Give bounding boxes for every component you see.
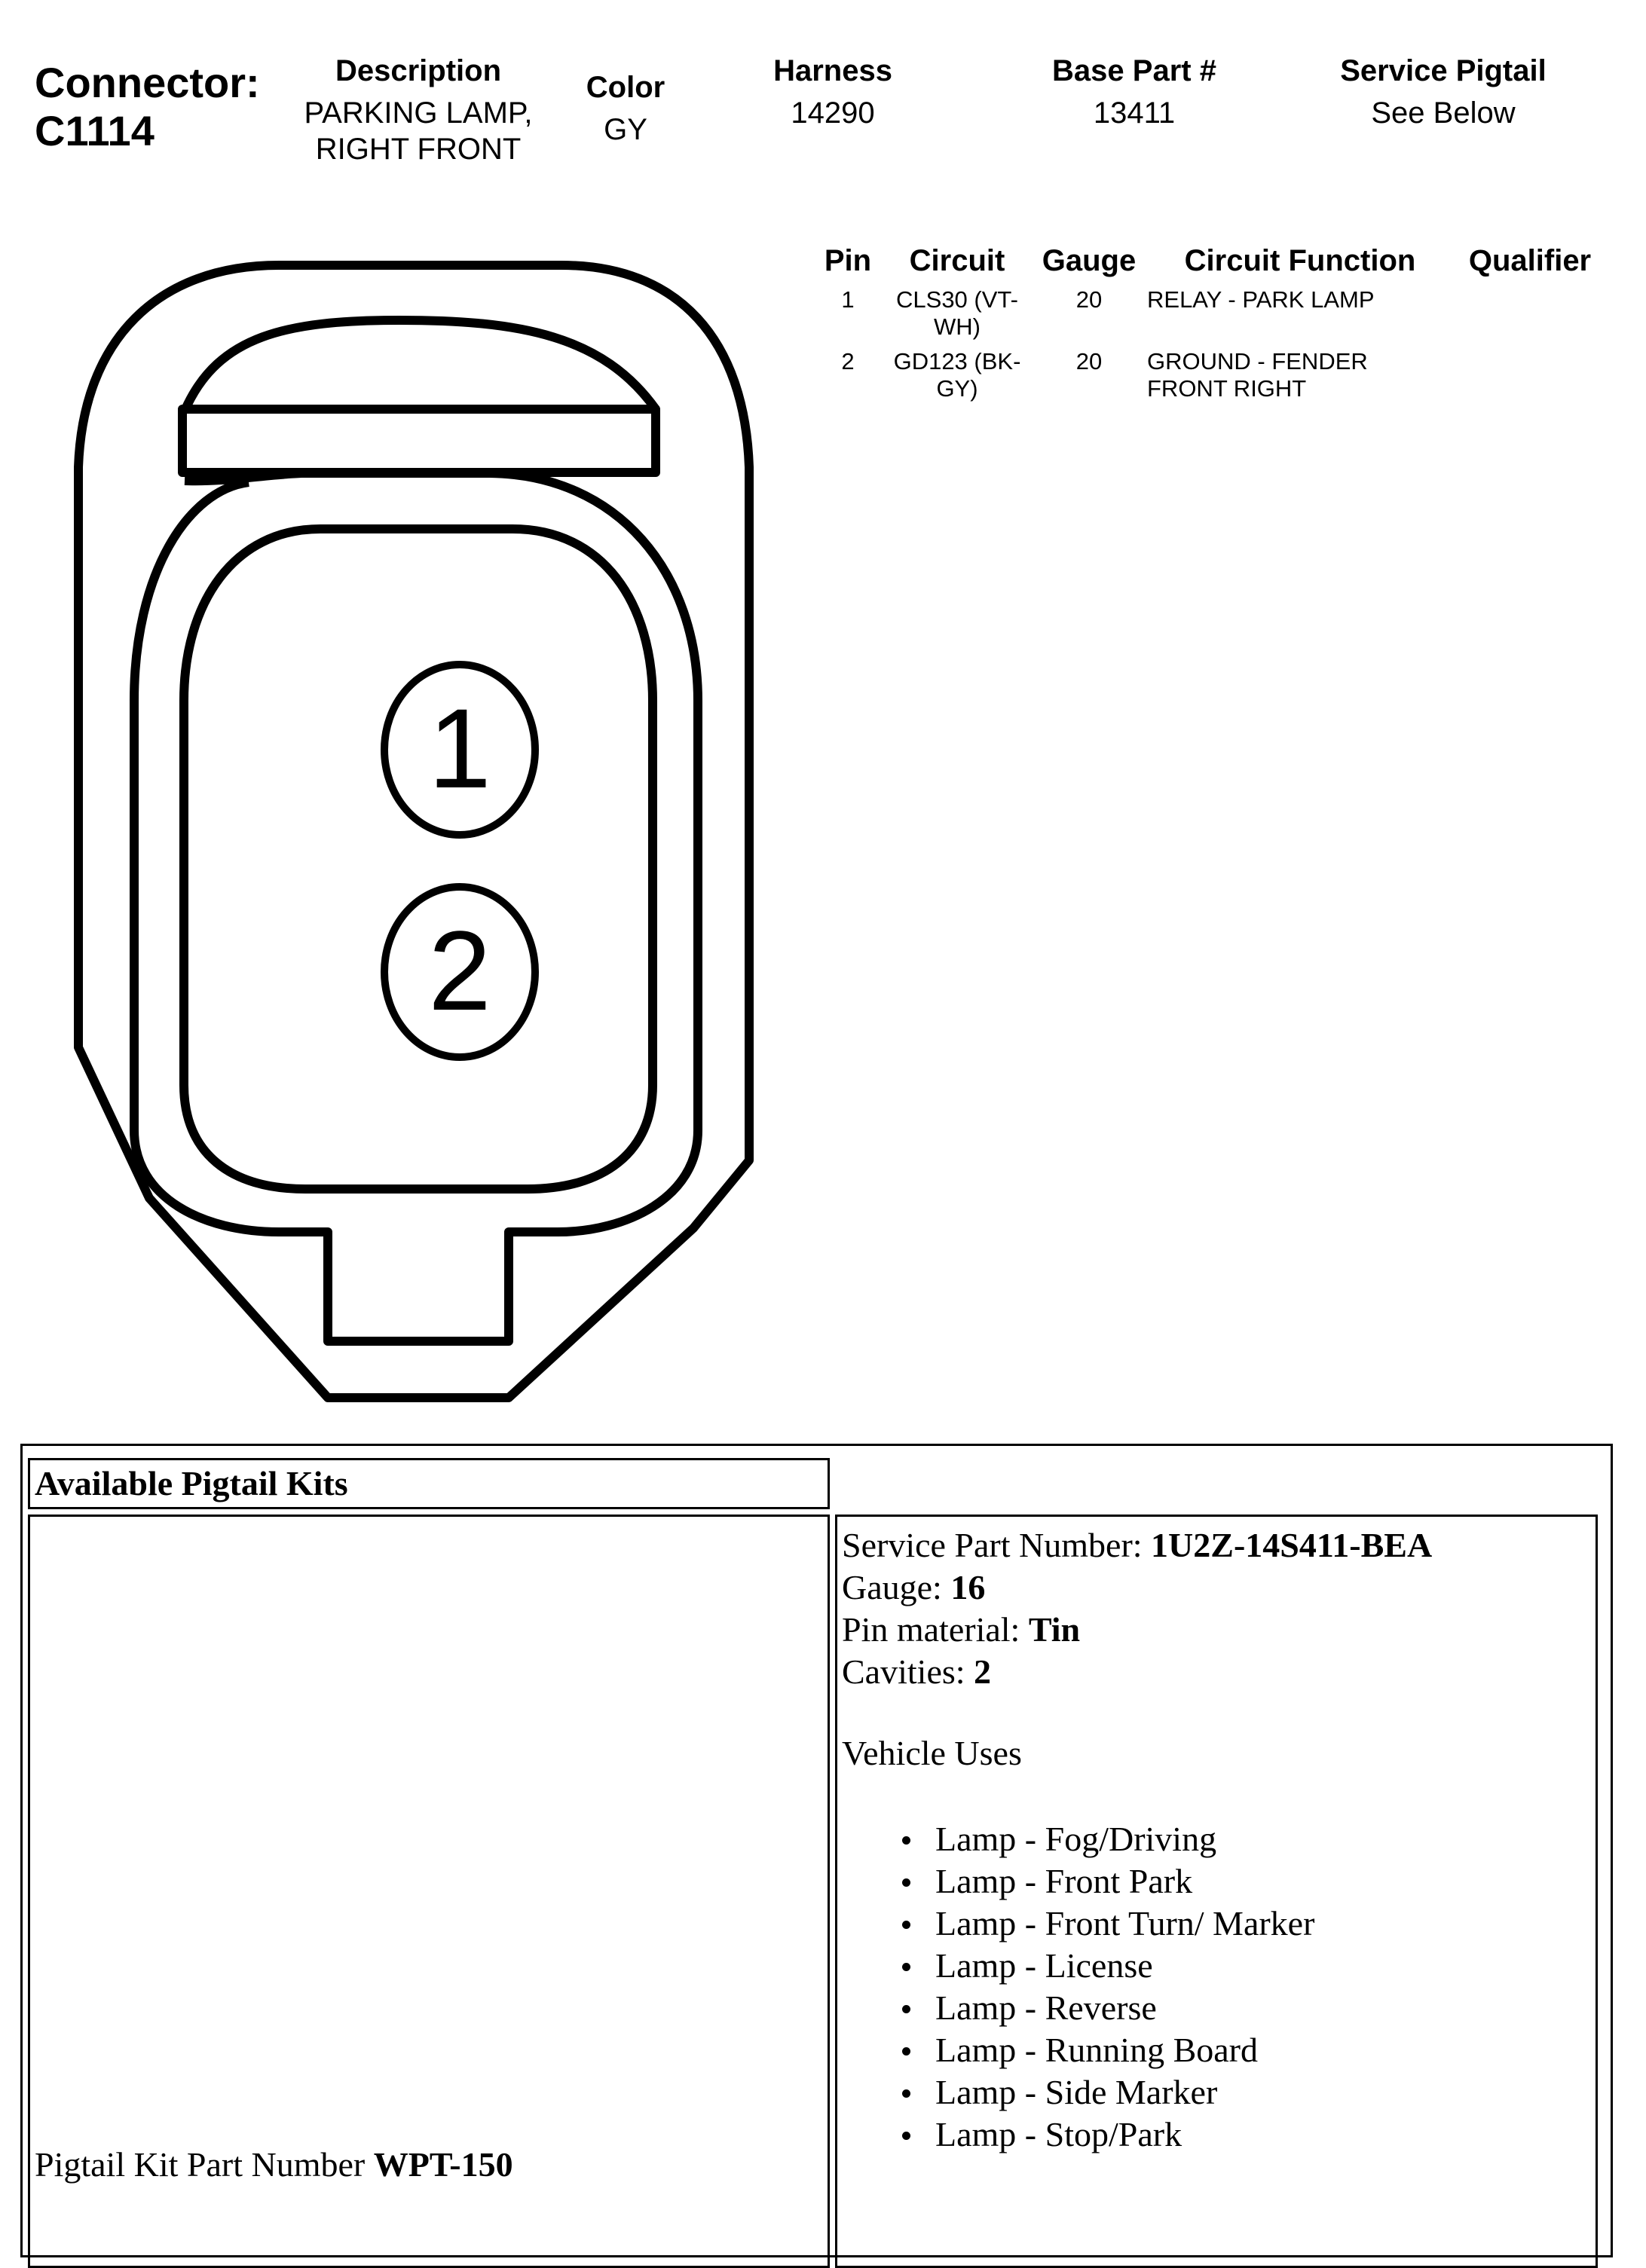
pigtail-kit-part-number: [35, 2144, 513, 2186]
function-line1: GROUND - FENDER: [1147, 348, 1368, 374]
pigtail-kit-label: Pigtail Kit Part Number: [35, 2145, 374, 2184]
vehicle-uses-list: [842, 1818, 1596, 2156]
list-item: Lamp - License: [842, 1945, 1596, 1987]
pigtail-gauge: [842, 1567, 1596, 1609]
pigtail-kit-cell: [28, 1515, 830, 2268]
service-pigtail-label: Service Pigtail: [1340, 54, 1547, 87]
list-item: Lamp - Side Marker: [842, 2071, 1596, 2114]
circuit-value: [874, 348, 1040, 402]
circuit-function-col-header: Circuit Function: [1184, 244, 1416, 277]
description-label: Description: [335, 54, 502, 87]
list-item: Lamp - Running Board: [842, 2029, 1596, 2071]
service-pigtail-column: [1304, 53, 1583, 131]
base-part-label: Base Part #: [1052, 54, 1216, 87]
gauge-col-header: Gauge: [1042, 244, 1137, 277]
description-line2: RIGHT FRONT: [315, 133, 522, 166]
connector-face-diagram: [0, 0, 814, 1432]
pigtail-title-cell: [28, 1458, 830, 1509]
gauge-value: 20: [1075, 286, 1103, 313]
function-line1: RELAY - PARK LAMP: [1147, 286, 1375, 313]
list-item: Lamp - Stop/Park: [842, 2114, 1596, 2156]
pin-material-value: Tin: [1028, 1610, 1081, 1649]
pigtail-details-cell: [835, 1515, 1598, 2268]
connector-label: Connector:: [35, 59, 260, 106]
harness-value: 14290: [791, 96, 875, 130]
service-pigtail-value: See Below: [1371, 96, 1516, 130]
circuit-function-value: [1147, 348, 1441, 402]
service-part-number: [842, 1524, 1596, 1567]
circuit-line1: GD123 (BK-: [893, 348, 1021, 374]
harness-label: Harness: [773, 54, 892, 87]
base-part-value: 13411: [1093, 96, 1176, 130]
description-line1: PARKING LAMP,: [304, 96, 533, 130]
pigtail-gauge-value: 16: [950, 1568, 986, 1606]
base-part-column: [1017, 53, 1251, 131]
pin-material: [842, 1609, 1596, 1651]
circuit-function-value: [1147, 286, 1441, 313]
circuit-col-header: Circuit: [909, 244, 1005, 277]
pigtail-gauge-label: Gauge:: [842, 1568, 951, 1606]
vehicle-uses-label: Vehicle Uses: [842, 1734, 1022, 1772]
pin-number: 2: [841, 348, 855, 374]
color-label: Color: [586, 71, 665, 104]
cavities: [842, 1651, 1596, 1693]
list-item: Lamp - Reverse: [842, 1987, 1596, 2029]
service-part-value: 1U2Z-14S411-BEA: [1151, 1526, 1433, 1564]
cavities-label: Cavities:: [842, 1652, 974, 1691]
connector-latch-cap: [185, 320, 656, 409]
circuit-value: [874, 286, 1040, 341]
connector-id: C1114: [35, 107, 155, 154]
circuit-line2: WH): [934, 313, 981, 340]
circuit-line2: GY): [936, 375, 978, 402]
pigtail-section-title: Available Pigtail Kits: [35, 1464, 348, 1502]
cavities-value: 2: [974, 1652, 992, 1691]
pigtail-kit-number: WPT-150: [373, 2145, 513, 2184]
pin-2-label: 2: [428, 907, 491, 1034]
list-item: Lamp - Front Park: [842, 1860, 1596, 1903]
gauge-value: 20: [1075, 348, 1103, 374]
pin-number: 1: [841, 286, 855, 313]
circuit-line1: CLS30 (VT-: [896, 286, 1018, 313]
pin-col-header: Pin: [824, 244, 872, 277]
list-item: Lamp - Fog/Driving: [842, 1818, 1596, 1860]
connector-cavity: [184, 529, 653, 1189]
service-part-label: Service Part Number:: [842, 1526, 1152, 1564]
connector-latch-bar: [182, 409, 656, 472]
pin-material-label: Pin material:: [842, 1610, 1029, 1649]
pin-1-label: 1: [428, 685, 491, 812]
function-line2: FRONT RIGHT: [1147, 375, 1307, 402]
color-value: GY: [604, 113, 647, 146]
list-item: Lamp - Front Turn/ Marker: [842, 1903, 1596, 1945]
qualifier-col-header: Qualifier: [1468, 244, 1592, 277]
